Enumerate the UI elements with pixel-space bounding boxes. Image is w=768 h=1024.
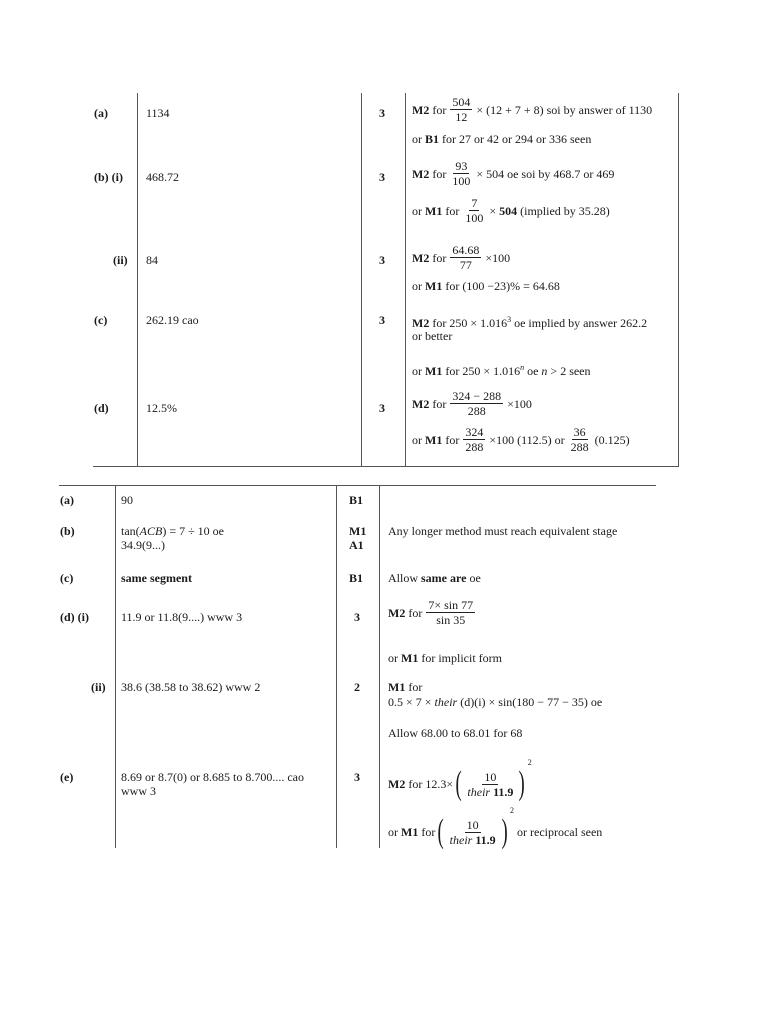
part-label: (ii) bbox=[91, 680, 106, 694]
guidance-line: M2 for $\frac{324 - 288}{288}$ ×100 bbox=[412, 389, 532, 418]
answer-cell: tan(ACB) = 7 ÷ 10 oe bbox=[121, 524, 225, 538]
answer-cell: 34.9(9...) bbox=[121, 538, 165, 552]
answer-cell: 262.19 cao bbox=[146, 313, 199, 327]
guidance-line: or M1 for( $\frac{10}{\text{their 11.9}}$ )$^2$ or reciprocal seen bbox=[388, 806, 603, 851]
part-label: (e) bbox=[60, 770, 74, 784]
marks-cell: 3 bbox=[379, 106, 385, 120]
fraction: $\frac{7}{100}$ bbox=[465, 196, 484, 225]
fraction: $\frac{36}{288}$ bbox=[570, 425, 589, 454]
answer-cell: 1134 bbox=[146, 106, 170, 120]
marks-cell: M1 bbox=[349, 524, 367, 538]
fraction: $\frac{324 - 288}{288}$ bbox=[452, 389, 502, 418]
guidance-line: Allow 68.00 to 68.01 for 68 bbox=[388, 726, 523, 740]
part-label: (b) (i) bbox=[94, 170, 123, 184]
part-label: (a) bbox=[60, 493, 74, 507]
guidance-line: M2 for $\frac{64.68}{77}$ ×100 bbox=[412, 243, 511, 272]
guidance-line: or M1 for (100 −23)% = 64.68 bbox=[412, 279, 560, 293]
guidance-line: Any longer method must reach equivalent stage bbox=[388, 524, 618, 538]
marks-cell: 3 bbox=[354, 610, 360, 624]
answer-cell: 468.72 bbox=[146, 170, 179, 184]
fraction: $\frac{504}{12}$ bbox=[452, 95, 471, 124]
fraction: $\frac{10}{\text{their 11.9}}$ bbox=[467, 769, 514, 799]
guidance-line: or M1 for $\frac{7}{100}$ × 504 (implied by 35.28) bbox=[412, 196, 610, 225]
answer-cell: 84 bbox=[146, 253, 158, 267]
table1-divider-3 bbox=[405, 93, 406, 467]
fraction: $\frac{64.68}{77}$ bbox=[452, 243, 480, 272]
marks-cell: 3 bbox=[379, 313, 385, 327]
answer-cell: 12.5% bbox=[146, 401, 177, 415]
marks-cell: A1 bbox=[349, 538, 364, 552]
part-label: (a) bbox=[94, 106, 108, 120]
guidance-line: M2 for $\frac{7\times \sin 77}{\sin 35}$ bbox=[388, 598, 474, 627]
marks-cell: 2 bbox=[354, 680, 360, 694]
table1-divider-1 bbox=[137, 93, 138, 467]
fraction: $\frac{10}{\text{their 11.9}}$ bbox=[449, 817, 496, 847]
marks-cell: B1 bbox=[349, 571, 364, 585]
part-label: (d) (i) bbox=[60, 610, 89, 624]
marks-cell: B1 bbox=[349, 493, 364, 507]
table1-bottom-rule bbox=[93, 466, 679, 467]
guidance-line: M2 for $\frac{93}{100}$ × 504 oe soi by 468.7 or 469 bbox=[412, 159, 615, 188]
guidance-line: or M1 for $\frac{324}{288}$ ×100 (112.5) or $\frac{36}{288}$ (0.125) bbox=[412, 425, 630, 454]
part-label: (c) bbox=[60, 571, 74, 585]
guidance-line: or better bbox=[412, 329, 453, 343]
part-label: (ii) bbox=[113, 253, 128, 267]
guidance-line: M2 for $\frac{504}{12}$ × (12 + 7 + 8) soi by answer of 1130 bbox=[412, 95, 653, 124]
fraction: $\frac{7\times \sin 77}{\sin 35}$ bbox=[428, 598, 474, 627]
table2-divider-3 bbox=[379, 485, 380, 848]
table1-divider-2 bbox=[361, 93, 362, 467]
table2-divider-2 bbox=[336, 485, 337, 848]
guidance-line: M2 for $250 \times 1.016^3$ oe implied by answer 262.2 bbox=[412, 315, 648, 330]
answer-cell: 8.69 or 8.7(0) or 8.685 to 8.700.... cao bbox=[121, 770, 304, 784]
answer-cell: www 3 bbox=[121, 784, 156, 798]
guidance-line: or B1 for 27 or 42 or 294 or 336 seen bbox=[412, 132, 592, 146]
marks-cell: 3 bbox=[379, 401, 385, 415]
table2-divider-1 bbox=[115, 485, 116, 848]
answer-cell: 11.9 or 11.8(9....) www 3 bbox=[121, 610, 243, 624]
part-label: (b) bbox=[60, 524, 75, 538]
guidance-line: or M1 for implicit form bbox=[388, 651, 502, 665]
table2-top-rule bbox=[59, 485, 656, 486]
fraction: $\frac{324}{288}$ bbox=[465, 425, 484, 454]
fraction: $\frac{93}{100}$ bbox=[452, 159, 471, 188]
guidance-line: M1 for bbox=[388, 680, 423, 694]
marks-cell: 3 bbox=[379, 170, 385, 184]
answer-cell: 38.6 (38.58 to 38.62) www 2 bbox=[121, 680, 261, 694]
guidance-line: or M1 for $250 \times 1.016^n$ oe n > 2 seen bbox=[412, 363, 591, 378]
guidance-line: M2 for 12.3×( $\frac{10}{\text{their 11.9}}$ )$^2$ bbox=[388, 758, 532, 803]
part-label: (c) bbox=[94, 313, 108, 327]
marks-cell: 3 bbox=[379, 253, 385, 267]
marks-cell: 3 bbox=[354, 770, 360, 784]
guidance-line: Allow same are oe bbox=[388, 571, 481, 585]
part-label: (d) bbox=[94, 401, 109, 415]
answer-cell: 90 bbox=[121, 493, 133, 507]
table1-divider-4 bbox=[678, 93, 679, 467]
guidance-line: 0.5 × 7 × their (d)(i) × sin(180 − 77 − 35) oe bbox=[388, 695, 603, 709]
answer-cell: same segment bbox=[121, 571, 192, 585]
